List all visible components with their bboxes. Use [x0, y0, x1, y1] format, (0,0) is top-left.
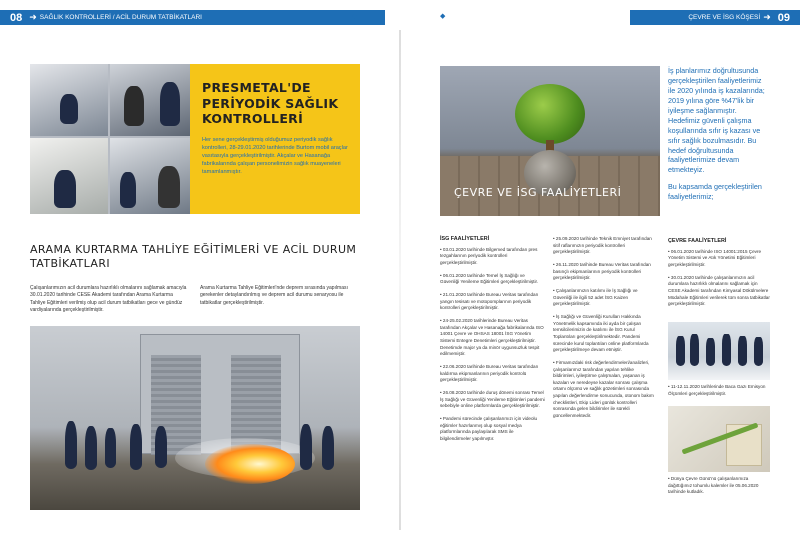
isg-activities-column-1 — [440, 236, 545, 449]
drill-intro-right: Arama Kurtarma Tahliye Eğitimleri'nde deprem sırasında yapılması gerekenler detaylandırılmış ve deprem acil durumu senaryosu ile tatbikatlar gerçekleştirilmiştir. — [200, 285, 348, 306]
environment-image-title: ÇEVRE VE İSG FAALİYETLERİ — [454, 186, 622, 199]
fire-drill-photo — [30, 326, 360, 510]
tree-icon — [515, 84, 585, 144]
list-item: • Çalışanlarımızın katılımı ile İş Sağlığı ve Güvenliği ile ilgili 52 adet İSG Kaizen gerçekleştirilmiştir. — [553, 287, 638, 307]
environment-tree-photo — [440, 66, 660, 216]
list-item: • 26.11.2020 tarihinde Bureau Veritas tarafından basınçlı ekipmanlarının periyodik kontrolleri gerçekleştirilmiştir. — [553, 261, 651, 281]
list-item: • 24-25.02.2020 tarihlerinde Bureau Veritas tarafından Akçalar ve Hasanağa fabrikalarında ISO 14001 Çevre ve OHSAS 18001 İSG Yönetim Sistemi Entegre Denetimleri gerçekleştirilmiştir. Denetimde major ya da minör uygunsuzluk tespit edilmemiştir. — [440, 318, 544, 357]
environment-activities-column — [668, 238, 770, 314]
page-spine — [399, 30, 401, 530]
list-item: • 26.08.2020 tarihinde duruş dönemi sonrası Temel İş Sağlığı ve Güvenliği Yenileme Eğitimleri pandemi sebebiyle online platformlarda gerçekleştirilmiştir. — [440, 389, 545, 409]
environment-intro-p2: Bu kapsamda gerçekleştirilen faaliyetlerimiz; — [668, 182, 762, 202]
right-section-title: ÇEVRE VE İSG KÖŞESİ — [688, 14, 761, 21]
drill-intro-left: Çalışanlarımızın acil durumlara hazırlıklı olmalarını sağlamak amacıyla 30.01.2020 tarihinde CESE Akademi tarafından Arama Kurtarma Tahliye Eğitimleri verilmiş olup acil durum tatbikatları gece ve gündüz vardiyalarında gerçekleştirilmiştir. — [30, 285, 187, 313]
environment-heading: ÇEVRE FAALİYETLERİ — [668, 238, 727, 244]
health-check-highlight-box — [190, 64, 360, 214]
list-item: • Firmamızdaki risk değerlendirmeleri/analizleri, çalışanlarımız tarafından yapılan tehlike bildirimleri, iyileştirme çalışmaları, yaşanan iş kazaları ve neredeyse kazalar sonrası çalışma ortamı ölçümü ve sağlık gözetimleri sonrasında yapılan değerlendirme sonucunda, otonom bakım checklistleri, Ekip Lideri günlük kontrolleri sonrasında gelen bildirimler ile sürekli güncellenmektedir. — [553, 359, 654, 419]
chevron-right-icon: ➜ — [29, 12, 37, 22]
right-page-header — [630, 10, 800, 25]
list-item: • 06.01.2020 tarihinde ISO 14001:2015 Çevre Yönetim Sistemi ve Atık Yönetimi Eğitimleri gerçekleştirilmiştir. — [668, 248, 762, 268]
isg-activities-column-2 — [553, 236, 657, 426]
environment-day-caption: • Dünya Çevre Günü'nü çalışanlarımıza dağıttığımız tohumlu kalemler ile 05.06.2020 tarihinde kutladık. — [668, 476, 759, 495]
health-check-body: Her sene gerçekleştirmiş olduğumuz periyodik sağlık kontrolleri, 28-29.01.2020 tarihlerinde Burtom mobil araçlar vasıtasıyla gerçekleştirilmiştir. Akçalar ve Hasanağa fabrikalarında çalışan personelimizin sağlık muayeneleri tamamlanmıştır. — [202, 136, 348, 176]
left-page-number: 08 — [10, 11, 23, 24]
drill-section-title: ARAMA KURTARMA TAHLİYE EĞİTİMLERİ VE ACİL DURUM TATBİKATLARI — [30, 243, 357, 271]
list-item: • Pandemi sürecinde çalışanlarımızı için videolu eğitimler hazırlanmış olup sosyal medya platformlarında paylaşılarak SMS ile bilgilendirmeler yapılmıştır. — [440, 415, 538, 441]
photo-tile — [110, 138, 190, 214]
list-item: • 21.01.2020 tarihinde Bureau Veritas tarafından yangın tesisatı ve motopomplarının periyodik kontrolleri gerçekleştirilmiştir. — [440, 292, 539, 311]
emission-caption: • 11-12.11.2020 tarihlerinde Baca Gazı Emisyon Ölçümleri gerçekleştirilmiştir. — [668, 384, 766, 396]
left-breadcrumb: SAĞLIK KONTROLLERİ / ACİL DURUM TATBİKATLARI — [39, 14, 202, 21]
list-item: • 22.06.2020 tarihinde Bureau Veritas tarafından kaldırma ekipmanlarının periyodik kontrolü gerçekleştirilmiştir. — [440, 364, 539, 383]
right-page-number: 09 — [777, 11, 790, 24]
photo-tile — [30, 138, 108, 214]
list-item: • 30.01.2020 tarihinde çalışanlarımızın acil durumlara hazırlıklı olmalarını sağlamak için CESE Akademi tarafından Kimyasal Dökülmelere Müdahale Eğitimleri verilerek tüm sonra tatbikatlar gerçekleştirilmiştir. — [668, 274, 770, 307]
list-item: • 03.01.2020 tarihinde Bilgemed tarafından pres tezgahlarının periyodik kontrolleri gerçekleştirilmiştir. — [440, 246, 538, 266]
environment-intro-p1: İş planlarımız doğrultusunda gerçekleştirilen faaliyetlerimiz ile 2020 yılında iş kazalarında; 2019 yılına göre %47'lik bir iyileşme sağlanmıştır. Hedefimiz güvenli çalışma koşullarında sıfır iş kazası ve sıfır sağlık bozulmasıdır. Bu hedef doğrultusunda faaliyetlerimize devam etmekteyiz. — [668, 66, 765, 175]
fire-flame — [205, 444, 295, 484]
list-item: • 06.01.2020 tarihinde Temel İş Sağlığı ve Güvenliği Yenileme Eğitimleri gerçekleştirilmiştir. — [440, 272, 539, 285]
list-item: • İş Sağlığı ve Güvenliği Kurulları Hakkında Yönetmelik kapsamında iki ayda bir çalışan temsilcilerimizin de katılımı ile İSG Kurul Toplantıları gerçekleştirilmektedir. Pandemi sürecinde kurul toplantıları online platformlarda gerçekleştirilmeye devam etmiştir. — [553, 313, 649, 353]
emission-measurement-photo — [668, 322, 770, 380]
environment-intro — [668, 66, 770, 202]
photo-tile — [110, 64, 190, 136]
isg-heading: İSG FAALİYETLERİ — [440, 236, 490, 242]
spread-mark-icon: ◆ — [440, 13, 446, 20]
health-check-photo-collage — [30, 64, 190, 214]
list-item: • 25.09.2020 tarihinde Teknik Emniyet tarafından sitif raflarımızın periyodik kontrolleri gerçekleştirilmiştir. — [553, 236, 652, 255]
health-check-title: PRESMETAL'DE PERİYODİK SAĞLIK KONTROLLERİ — [202, 80, 339, 127]
left-page-header — [0, 10, 385, 25]
seed-pen-photo — [668, 406, 770, 472]
chevron-left-icon: ➜ — [763, 12, 771, 22]
photo-tile — [30, 64, 108, 136]
spread-mark-icon: ◆ — [352, 13, 358, 20]
